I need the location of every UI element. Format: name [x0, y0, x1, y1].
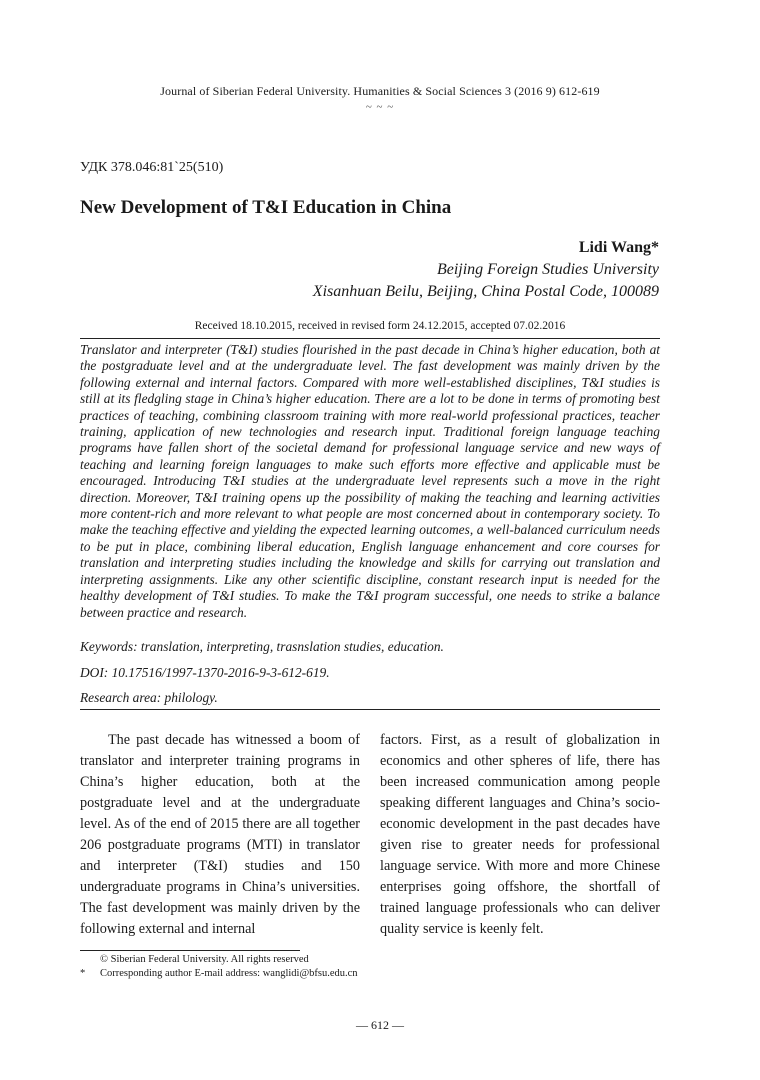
footnote-rule	[80, 950, 300, 951]
research-area: Research area: philology.	[80, 690, 218, 705]
page-number: — 612 —	[356, 1018, 404, 1032]
body-column-right: factors. First, as a result of globalization in economics and other spheres of life, there has been increased communication among people speaking different languages and China’s socio-economic development in the past decades have given rise to greater needs for professional language service. With more and more Chinese enterprises going offshore, the shortfall of trained language professionals who can deliver quality service is keenly felt.	[380, 732, 660, 937]
udk-code: УДК 378.046:81`25(510)	[80, 160, 224, 175]
copyright-text: © Siberian Federal University. All rights reserved	[100, 954, 309, 965]
footnote-copyright	[80, 954, 309, 965]
received-dates: Received 18.10.2015, received in revised form 24.12.2015, accepted 07.02.2016	[194, 320, 566, 332]
abstract-top-rule	[80, 338, 660, 339]
author-name: Lidi Wang*	[578, 239, 659, 256]
body-column-left: The past decade has witnessed a boom of translator and interpreter training programs in China’s higher education, both at the postgraduate level and at the undergraduate level. As of the end of 2015 there are all together 206 postgraduate programs (MTI) in translator and interpreter (T&I) studies and 150 undergraduate programs in China’s universities. The fast development was mainly driven by the following external and internal	[80, 732, 360, 937]
journal-header: Journal of Siberian Federal University. Humanities & Social Sciences 3 (2016 9) 612-619	[160, 84, 600, 98]
header-ornament: ~ ~ ~	[365, 101, 395, 113]
abstract-bottom-rule	[80, 709, 660, 710]
footnote-star: *	[80, 968, 86, 979]
author-block	[313, 237, 659, 303]
article-title: New Development of T&I Education in China	[80, 197, 452, 218]
doi: DOI: 10.17516/1997-1370-2016-9-3-612-619.	[80, 665, 330, 680]
author-address: Xisanhuan Beilu, Beijing, China Postal Code, 100089	[312, 283, 659, 300]
author-affiliation: Beijing Foreign Studies University	[436, 261, 659, 278]
footnote-corresponding	[80, 968, 358, 979]
keywords: Keywords: translation, interpreting, trasnslation studies, education.	[80, 639, 444, 654]
corresponding-email: Corresponding author E-mail address: wanglidi@bfsu.edu.cn	[100, 968, 358, 979]
abstract: Translator and interpreter (T&I) studies flourished in the past decade in China’s higher education, both at the postgraduate level and at the undergraduate level. The fast development was mainly driven by the following external and internal factors. Compared with more well-established disciplines, T&I studies is still at its fledgling stage in China’s higher education. There are a lot to be done in terms of promoting best practices of teaching, combining classroom training with more real-world professional practices, teacher training, application of new technologies and research input. Traditional foreign language teaching programs have fallen short of the societal demand for professional language service and new ways of teaching and learning foreign languages to make such efforts more effective and applicable must be encouraged. Introducing T&I studies at the undergraduate level represents such a move in the right direction. Moreover, T&I training opens up the possibility of making the teaching and learning activities more content-rich and more relevant to what people are most concerned about in contemporary society. To make the teaching effective and yielding the expected learning outcomes, a well-balanced curriculum needs to be put in place, combining liberal education, English language enhancement and core courses for translation and interpreting studies including the knowledge and skills for carrying out translation and interpreting assignments. Like any other scientific discipline, constant research input is needed for the healthy development of T&I studies. To make the T&I program successful, one needs to strike a balance between practice and research.	[80, 342, 660, 620]
